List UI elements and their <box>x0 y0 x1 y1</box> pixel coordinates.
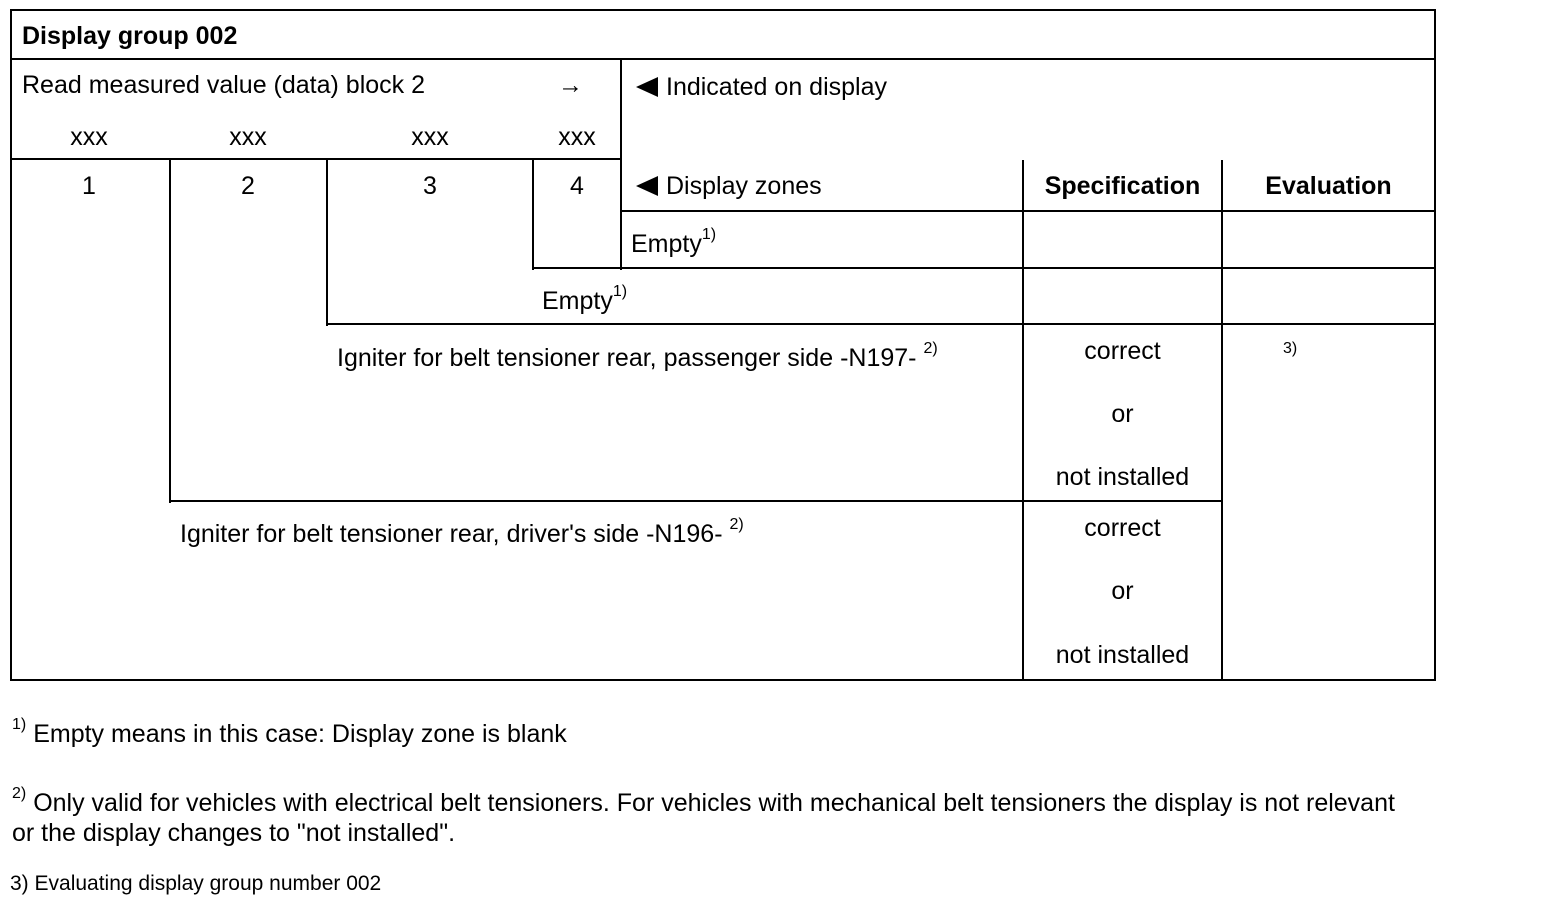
pointer-triangle-icon <box>636 176 658 196</box>
indicated-on-display <box>636 72 887 102</box>
xxx-4: xxx <box>558 123 596 151</box>
spec-driver-or: or <box>1111 577 1134 605</box>
zone-3: 3 <box>423 172 437 200</box>
spec-passenger-or: or <box>1111 400 1134 428</box>
footnote-3: 3) Evaluating display group number 002 <box>10 872 382 895</box>
title-divider <box>10 58 1436 60</box>
zone2-line <box>169 160 171 503</box>
row-empty-zone4: Empty$^{1)}$ <box>631 225 717 258</box>
table-border-right <box>1434 9 1436 681</box>
pointer-triangle-icon <box>636 77 658 97</box>
indicated-on-display-label: Indicated on display <box>666 73 887 101</box>
read-block-label: Read measured value (data) block 2 <box>22 71 426 99</box>
read-block-divider <box>620 58 622 270</box>
spec-driver-correct: correct <box>1084 514 1161 542</box>
table-title: Display group 002 <box>22 22 238 50</box>
row3-divider <box>169 500 1223 502</box>
row-igniter-driver: Igniter for belt tensioner rear, driver's side -N196- $^{2)}$ <box>180 515 744 548</box>
row-empty-zone3: Empty$^{1)}$ <box>542 282 628 315</box>
row1-divider <box>532 267 1436 269</box>
zone-1: 1 <box>82 172 96 200</box>
xxx-1: xxx <box>70 123 108 151</box>
row-igniter-passenger: Igniter for belt tensioner rear, passenger side -N197- $^{2)}$ <box>337 339 938 372</box>
spec-driver-not-installed: not installed <box>1055 641 1190 669</box>
evaluation-note: 3) <box>1283 340 1298 357</box>
evaluation-header: Evaluation <box>1265 172 1392 200</box>
spec-passenger-correct: correct <box>1084 337 1161 365</box>
footnote-2: $^{2)}$ Only valid for vehicles with electrical belt tensioners. For vehicles with mechanical belt tensioners the display is not relevant <box>12 784 1395 817</box>
row2-divider <box>326 323 1436 325</box>
display-zones-divider <box>620 210 1436 212</box>
xxx-3: xxx <box>411 123 449 151</box>
footnote-1: $^{1)}$ Empty means in this case: Display zone is blank <box>12 715 567 748</box>
footnote-2-continued: or the display changes to "not installed". <box>12 819 456 847</box>
display-zones <box>636 171 822 201</box>
display-zones-label: Display zones <box>666 172 822 200</box>
table-border-left <box>10 9 12 681</box>
xxx-2: xxx <box>229 123 267 151</box>
zone-2: 2 <box>241 172 255 200</box>
spec-passenger-not-installed: not installed <box>1055 463 1190 491</box>
arrow-icon: → <box>558 71 583 99</box>
specification-header: Specification <box>1044 172 1201 200</box>
zone-4: 4 <box>570 172 584 200</box>
table-border-top <box>10 9 1436 11</box>
xxx-row-divider <box>10 158 622 160</box>
evaluation-column-line <box>1221 160 1223 681</box>
